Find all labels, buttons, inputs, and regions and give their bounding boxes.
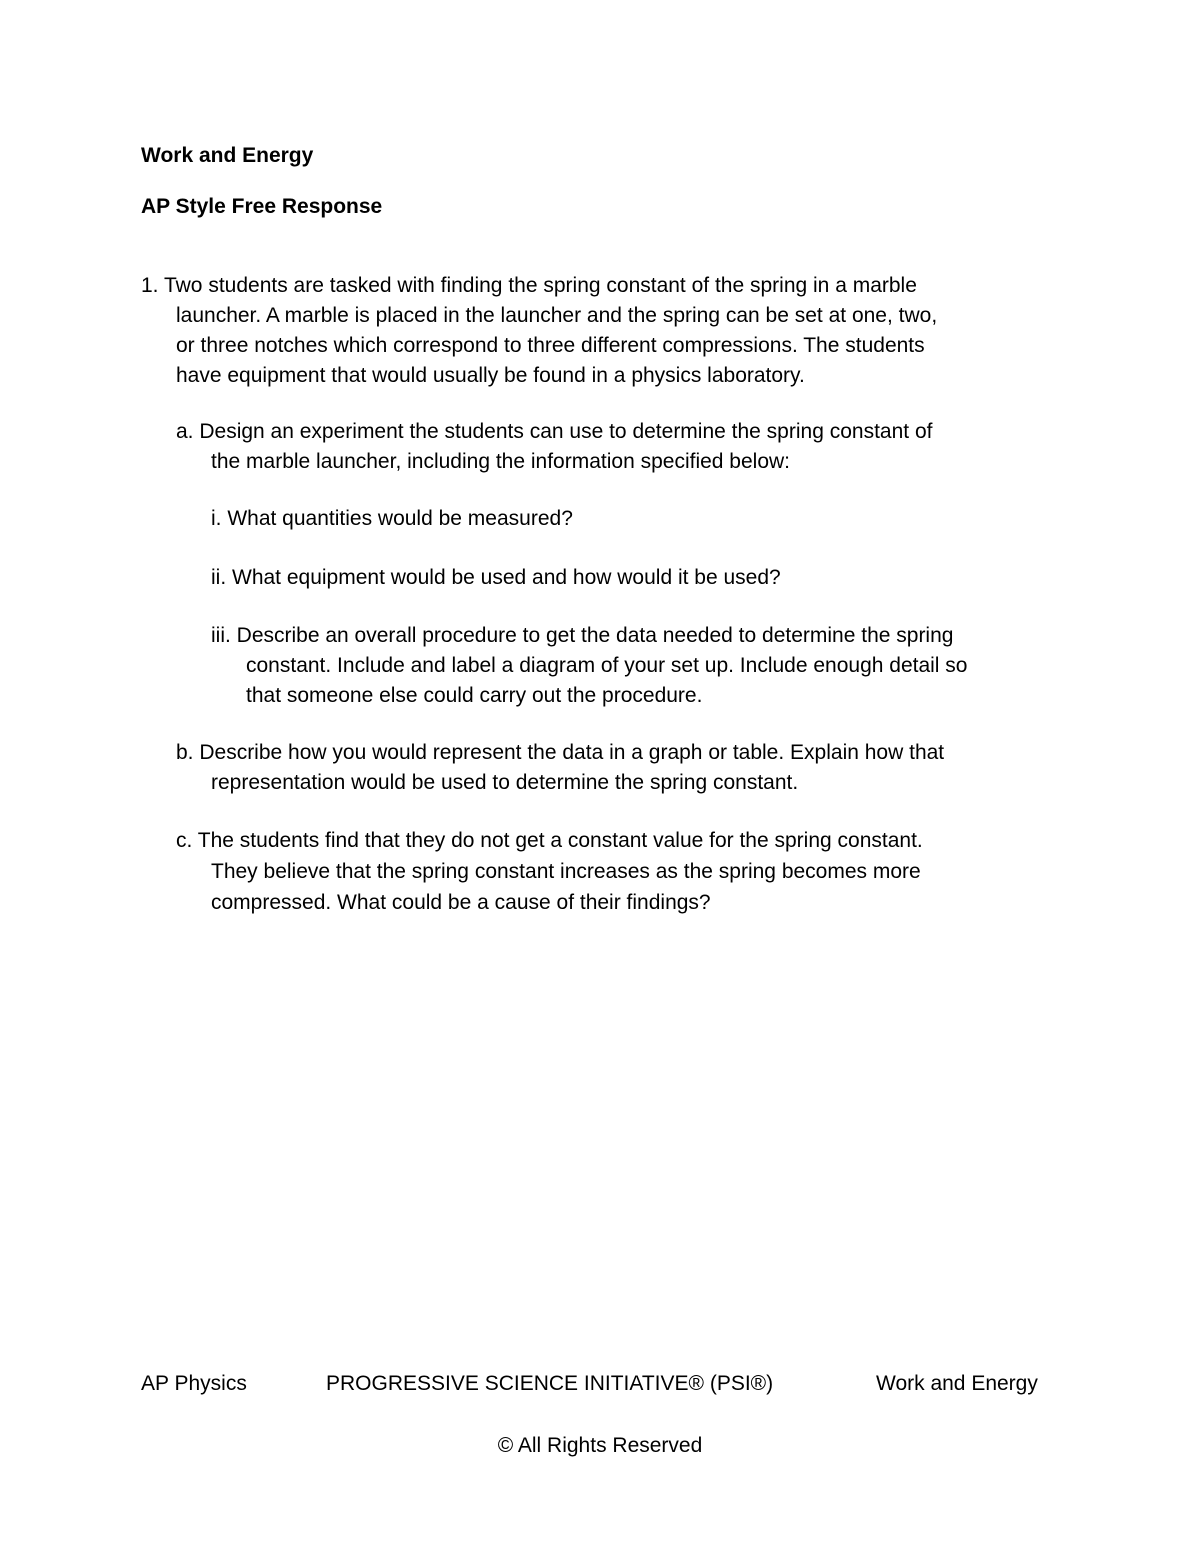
part-a-iii-line: that someone else could carry out the procedure. bbox=[246, 684, 703, 707]
question-1-line: 1. Two students are tasked with finding the spring constant of the spring in a marble bbox=[141, 274, 917, 297]
footer-center: PROGRESSIVE SCIENCE INITIATIVE® (PSI®) bbox=[326, 1372, 774, 1395]
part-b-line: b. Describe how you would represent the data in a graph or table. Explain how that bbox=[176, 741, 945, 764]
question-1-line: launcher. A marble is placed in the launcher and the spring can be set at one, two, bbox=[176, 304, 938, 327]
part-b bbox=[176, 738, 944, 798]
part-b-line: representation would be used to determine the spring constant. bbox=[211, 771, 799, 794]
part-a-iii-line: constant. Include and label a diagram of your set up. Include enough detail so bbox=[246, 654, 968, 677]
part-c-line: c. The students find that they do not get a constant value for the spring constant. bbox=[176, 829, 923, 852]
part-a-ii-line: ii. What equipment would be used and how would it be used? bbox=[211, 566, 781, 589]
document-title: Work and Energy bbox=[141, 144, 314, 167]
part-a bbox=[176, 417, 932, 477]
footer-copyright: © All Rights Reserved bbox=[497, 1434, 703, 1457]
footer-right: Work and Energy bbox=[876, 1372, 1038, 1395]
part-c bbox=[176, 826, 923, 918]
question-1 bbox=[141, 271, 937, 391]
part-a-line: the marble launcher, including the information specified below: bbox=[211, 450, 791, 473]
question-1-line: or three notches which correspond to three different compressions. The students bbox=[176, 334, 925, 357]
part-c-line: compressed. What could be a cause of their findings? bbox=[211, 891, 711, 914]
part-a-ii bbox=[211, 563, 781, 593]
part-a-i bbox=[211, 504, 573, 534]
document-subtitle: AP Style Free Response bbox=[141, 195, 383, 218]
part-a-iii bbox=[211, 621, 968, 711]
footer-left: AP Physics bbox=[141, 1372, 247, 1395]
part-c-line: They believe that the spring constant increases as the spring becomes more bbox=[211, 860, 921, 883]
part-a-iii-line: iii. Describe an overall procedure to get the data needed to determine the spring bbox=[211, 624, 954, 647]
question-1-line: have equipment that would usually be found in a physics laboratory. bbox=[176, 364, 805, 387]
part-a-line: a. Design an experiment the students can use to determine the spring constant of bbox=[176, 420, 933, 443]
part-a-i-line: i. What quantities would be measured? bbox=[211, 507, 573, 530]
